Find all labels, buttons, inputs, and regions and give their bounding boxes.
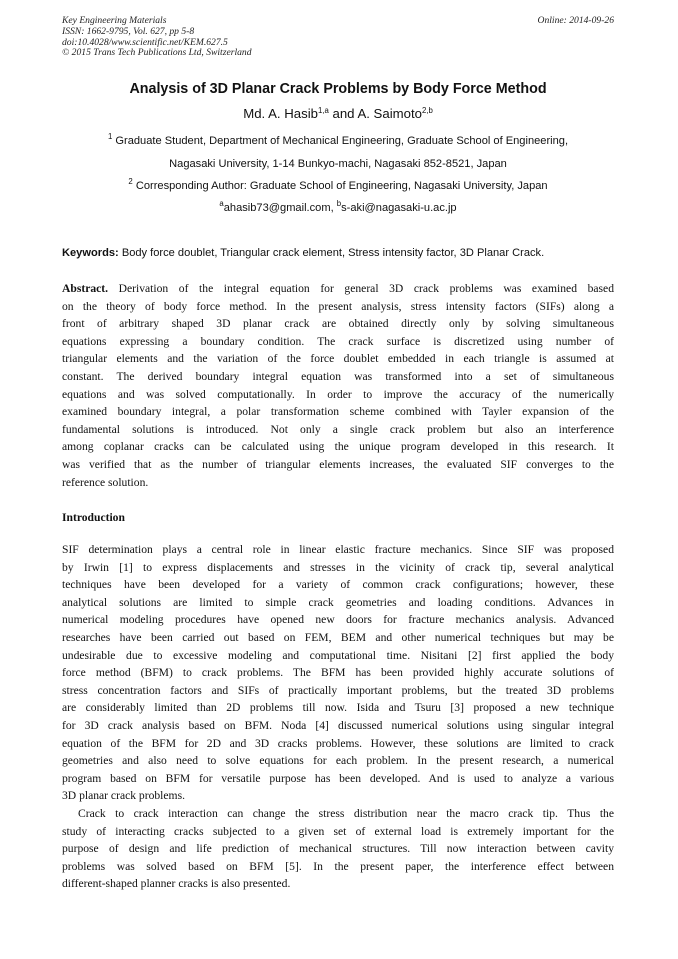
intro-line: researches have been carried out based on FEM, BEM and other numerical techniques but may be [62,630,614,644]
author-2-name: A. Saimoto [357,106,422,121]
email-a-sup: a [219,199,224,208]
keywords-label: Keywords: [62,247,119,259]
paper-title: Analysis of 3D Planar Crack Problems by Body Force Method [129,81,547,97]
abstract-line [62,280,614,298]
author-line [62,105,614,123]
abstract [62,280,614,491]
author-1-sup: 1,a [317,106,329,115]
abstract-line: equations expressing a boundary condition. The crack surface is discretized using number of [62,334,614,348]
email-line [62,201,614,215]
intro-line: Crack to crack interaction can change the stress distribution near the macro crack tip. Thus the [78,806,614,820]
introduction-heading: Introduction [62,511,125,524]
abstract-line: reference solution. [62,475,149,489]
doi-line: doi:10.4028/www.scientific.net/KEM.627.5 [62,36,228,48]
email-b[interactable]: s-aki@nagasaki-u.ac.jp [341,202,457,214]
abstract-line: constant. The derived boundary integral equation was transformed into a set of simultaneous [62,369,614,383]
intro-line: undesirable due to excessive modeling and computational time. Nisitani [2] first applied the body [62,648,614,662]
intro-line: force method (BFM) to crack problems. The BFM has been provided highly accurate solutions of [62,666,614,680]
abstract-line: on the theory of body force method. In the present analysis, stress intensity factors (SIFs) along a [62,299,614,313]
affiliation-1-line-2: Nagasaki University, 1-14 Bunkyo-machi, Nagasaki 852-8521, Japan [169,158,507,170]
affiliation-1-text: Graduate Student, Department of Mechanical Engineering, Graduate School of Engineering, [115,135,569,147]
journal-header [62,16,482,59]
intro-line: study of interacting cracks subjected to a given set of external load is extremely important for the [62,824,614,838]
abstract-line: examined boundary integral, a polar transformation scheme combined with Tayler expansion of the [62,405,614,419]
online-date: Online: 2014-09-26 [537,15,614,26]
author-2-sup: 2,b [421,106,433,115]
email-a[interactable]: ahasib73@gmail.com, [223,202,334,214]
intro-line: different-shaped planner cracks is also presented. [62,877,291,891]
affiliation-2-sup: 2 [128,177,133,186]
introduction-body [62,541,614,893]
affiliation-1-line-1 [62,134,614,148]
affiliation-2 [62,179,614,193]
journal-name: Key Engineering Materials [62,15,167,26]
copyright-line: © 2015 Trans Tech Publications Ltd, Switzerland [62,47,252,59]
intro-line: program based on BFM for versatile purpose has been developed. And is used to analyze a various [62,771,614,785]
abstract-line: among coplanar cracks can be calculated using the unique program developed in this research. It [62,440,614,454]
affiliation-2-text: Corresponding Author: Graduate School of Engineering, Nagasaki University, Japan [135,180,548,192]
intro-line: equation of the BFM for 2D and 3D cracks problems. However, these solutions are limited to crack [62,736,614,750]
abstract-line: fundamental solutions is introduced. Not only a single crack problem but also an interference [62,422,614,436]
affiliation-1-sup: 1 [107,132,113,141]
intro-line: SIF determination plays a central role in linear elastic fracture mechanics. Since SIF was proposed [62,543,614,556]
intro-line: numerical modeling procedures have opened new doors for fracture mechanics analysis. Advanced [62,613,614,627]
author-1-name: Md. A. Hasib [243,106,318,121]
intro-line: 3D planar crack problems. [62,789,185,803]
abstract-label: Abstract. [62,282,109,295]
keywords-text: Body force doublet, Triangular crack element, Stress intensity factor, 3D Planar Crack. [121,247,545,259]
intro-line: techniques have been developed for a variety of common crack configurations; however, these [62,578,614,592]
abstract-line: equations and was solved computationally. In order to improve the accuracy of the numerically [62,387,614,401]
keywords [62,246,614,260]
intro-line: are considerably limited than 2D problems till now. Isida and Tsuru [3] proposed a new technique [62,701,614,715]
email-b-sup: b [336,199,342,208]
intro-line: analytical solutions are limited to simple crack geometries and loading conditions. Advances in [62,595,614,609]
abstract-line: was verified that as the number of triangular elements increases, the evaluated SIF converges to the [62,457,614,471]
intro-line: by Irwin [1] to express displacements and stresses in the vicinity of crack tip, several analytical [62,560,614,574]
intro-line: purpose of design and life prediction of mechanical structures. Till now interaction between cavity [62,842,614,856]
issn-line: ISSN: 1662-9795, Vol. 627, pp 5-8 [62,25,195,37]
abstract-first-line: Derivation of the integral equation for general 3D crack problems was examined based [118,282,614,295]
intro-line: geometries and also need to solve equations for each problem. In the present research, a numerical [62,754,614,768]
abstract-line: triangular elements and the variation of the force doublet embedded in each triangle is assumed at [62,352,614,366]
author-and: and [332,106,355,121]
intro-line: problems was solved based on BFM [5]. In the present paper, the interference effect between [62,859,614,873]
intro-line: stress concentration factors and SIFs of practically important problems, but the treated 3D problems [62,683,614,697]
intro-line: for 3D crack analysis based on BFM. Noda [4] discussed numerical solutions using singular integral [62,718,614,732]
abstract-line: front of arbitrary shaped 3D planar crack are obtained directly only by solving simultaneous [62,317,614,331]
